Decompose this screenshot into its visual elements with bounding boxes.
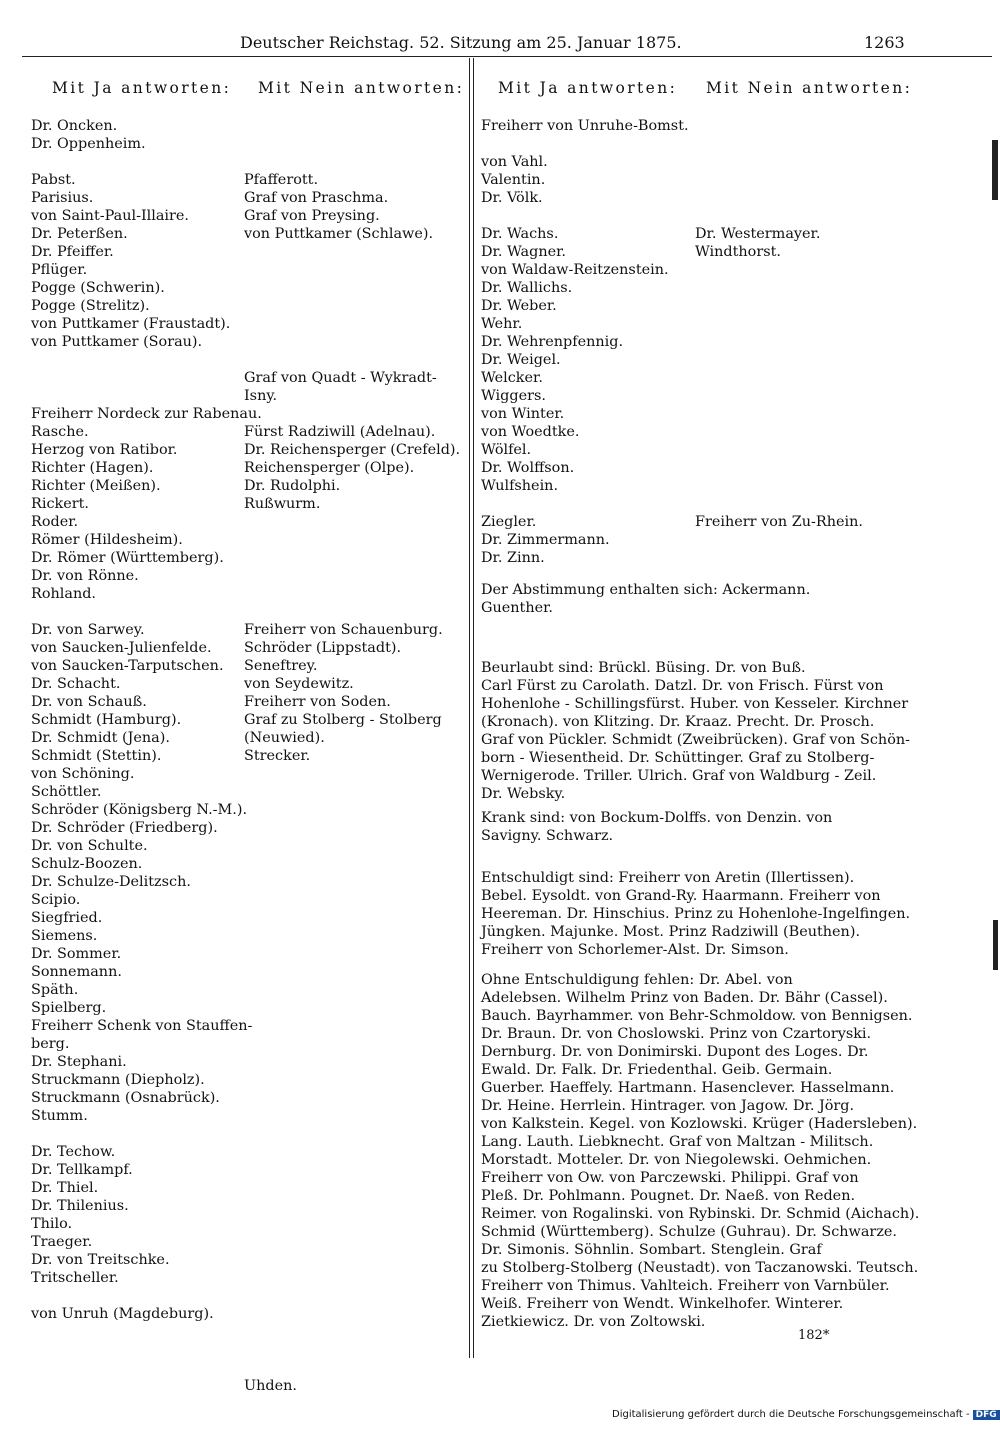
name-entry: Dr. von Rönne.	[31, 568, 139, 584]
spacer	[695, 459, 863, 477]
name-entry: Scipio.	[31, 892, 81, 908]
name-entry: Dr. Sommer.	[31, 946, 122, 962]
spacer	[244, 945, 460, 963]
name-entry: von Unruh (Magdeburg).	[31, 1306, 214, 1322]
name-entry: Dr. Stephani.	[31, 1054, 127, 1070]
name-entry: Graf von Preysing.	[244, 208, 380, 224]
name-entry: Schmidt (Stettin).	[31, 748, 162, 764]
paragraph-line: Guenther.	[481, 600, 553, 616]
paragraph-line: born - Wiesentheid. Dr. Schüttinger. Graf zu Stolberg-	[481, 750, 875, 766]
name-entry: Dr. Tellkampf.	[31, 1162, 133, 1178]
name-entry: Rohland.	[31, 586, 97, 602]
signature-mark: 182*	[798, 1328, 830, 1343]
spacer	[695, 279, 863, 297]
spacer	[695, 477, 863, 495]
name-entry: Schmidt (Hamburg).	[31, 712, 182, 728]
name-entry: Dr. Oncken.	[31, 118, 118, 134]
paragraph-line: von Kalkstein. Kegel. von Kozlowski. Krüger (Hadersleben).	[481, 1116, 918, 1132]
name-entry: von Schöning.	[31, 766, 135, 782]
name-entry: Wehr.	[481, 316, 523, 332]
spacer	[244, 1089, 460, 1107]
name-entry: Struckmann (Diepholz).	[31, 1072, 205, 1088]
name-entry: Schröder (Lippstadt).	[244, 640, 402, 656]
paragraph-abstention	[481, 581, 913, 617]
name-entry: Dr. von Treitschke.	[31, 1252, 170, 1268]
name-entry: Fürst Radziwill (Adelnau).	[244, 424, 436, 440]
page-number: 1263	[864, 33, 905, 52]
name-entry: Welcker.	[481, 370, 543, 386]
spacer	[695, 315, 863, 333]
name-entry: berg.	[31, 1036, 70, 1052]
name-entry: von Puttkamer (Fraustadt).	[31, 316, 231, 332]
name-entry: Siegfried.	[31, 910, 103, 926]
spacer	[695, 441, 863, 459]
name-entry: Pabst.	[31, 172, 76, 188]
heading-ja-right: Mit Ja antworten:	[498, 79, 678, 97]
name-entry: Spielberg.	[31, 1000, 107, 1016]
spacer	[244, 963, 460, 981]
name-entry: Thilo.	[31, 1216, 73, 1232]
name-entry: Dr. Thiel.	[31, 1180, 99, 1196]
name-entry: Windthorst.	[695, 244, 781, 260]
spacer	[31, 1125, 262, 1143]
spacer	[244, 1071, 460, 1089]
spacer	[244, 1341, 460, 1359]
spacer	[244, 531, 460, 549]
paragraph-line: Krank sind: von Bockum-Dolffs. von Denzin. von	[481, 810, 833, 826]
name-entry: Dr. Reichensperger (Crefeld).	[244, 442, 461, 458]
spacer	[695, 387, 863, 405]
name-entry: Dr. Völk.	[481, 190, 543, 206]
footer-text: Digitalisierung gefördert durch die Deutsche Forschungsgemeinschaft -	[612, 1409, 970, 1420]
paragraph-line: Carl Fürst zu Carolath. Datzl. Dr. von Frisch. Fürst von	[481, 678, 884, 694]
name-entry: von Waldaw-Reitzenstein.	[481, 262, 669, 278]
paragraph-sick	[481, 809, 913, 845]
paragraph-excused	[481, 869, 913, 959]
name-entry: Dr. Zinn.	[481, 550, 545, 566]
name-entry: Dr. Schacht.	[31, 676, 121, 692]
name-entry: Tritscheller.	[31, 1270, 119, 1286]
paragraph-line: Freiherr von Thimus. Vahlteich. Freiherr von Varnbüler.	[481, 1278, 890, 1294]
paragraph-line: Dr. Simonis. Söhnlin. Sombart. Stenglein. Graf	[481, 1242, 822, 1258]
spacer	[244, 1017, 460, 1035]
paragraph-line: Wernigerode. Triller. Ulrich. Graf von Waldburg - Zeil.	[481, 768, 877, 784]
name-entry: von Woedtke.	[481, 424, 580, 440]
header-rule	[22, 56, 992, 57]
spacer	[695, 333, 863, 351]
spacer	[244, 1197, 460, 1215]
spacer	[695, 261, 863, 279]
name-entry: Herzog von Ratibor.	[31, 442, 178, 458]
name-entry: Freiherr von Schauenburg.	[244, 622, 443, 638]
spacer	[244, 1323, 460, 1341]
paragraph-line: Reimer. von Rogalinski. von Rybinski. Dr. Schmid (Aichach).	[481, 1206, 920, 1222]
spacer	[31, 1287, 262, 1305]
paragraph-line: Pleß. Dr. Pohlmann. Pougnet. Dr. Naeß. von Reden.	[481, 1188, 856, 1204]
name-entry: von Saucken-Julienfelde.	[31, 640, 212, 656]
name-entry: Freiherr Nordeck zur Rabenau.	[31, 406, 262, 422]
name-entry: Schöttler.	[31, 784, 102, 800]
spacer	[244, 513, 460, 531]
paragraph-line: Savigny. Schwarz.	[481, 828, 614, 844]
spacer	[31, 351, 262, 369]
name-entry: Stumm.	[31, 1108, 88, 1124]
spacer	[31, 387, 262, 405]
heading-nein-left: Mit Nein antworten:	[258, 79, 465, 97]
name-entry: Dr. Techow.	[31, 1144, 116, 1160]
name-entry: Dr. Rudolphi.	[244, 478, 341, 494]
name-entry: Reichensperger (Olpe).	[244, 460, 415, 476]
spacer	[244, 315, 460, 333]
spacer	[695, 153, 863, 171]
name-entry: Parisius.	[31, 190, 94, 206]
paragraph-absent-unexcused	[481, 971, 920, 1331]
paragraph-line: Ohne Entschuldigung fehlen: Dr. Abel. von	[481, 972, 793, 988]
name-entry: Valentin.	[481, 172, 546, 188]
column-divider-2	[473, 58, 474, 1358]
name-entry: Strecker.	[244, 748, 311, 764]
running-title: Deutscher Reichstag. 52. Sitzung am 25. Januar 1875.	[240, 33, 682, 52]
spacer	[244, 405, 460, 423]
name-entry: Pflüger.	[31, 262, 88, 278]
spacer	[244, 999, 460, 1017]
spacer	[695, 351, 863, 369]
name-entry: Graf zu Stolberg - Stolberg	[244, 712, 442, 728]
name-entry: Roder.	[31, 514, 79, 530]
name-entry: Rickert.	[31, 496, 89, 512]
name-entry: Sonnemann.	[31, 964, 122, 980]
paragraph-line: Der Abstimmung enthalten sich: Ackermann.	[481, 582, 811, 598]
name-entry: Dr. von Sarwey.	[31, 622, 145, 638]
paragraph-line: Adelebsen. Wilhelm Prinz von Baden. Dr. Bähr (Cassel).	[481, 990, 888, 1006]
spacer	[244, 909, 460, 927]
paragraph-line: Graf von Pückler. Schmidt (Zweibrücken). Graf von Schön-	[481, 732, 910, 748]
name-entry: Rasche.	[31, 424, 89, 440]
paragraph-line: Lang. Lauth. Liebknecht. Graf von Maltzan - Militsch.	[481, 1134, 874, 1150]
name-entry: Schulz-Boozen.	[31, 856, 143, 872]
spacer	[244, 585, 460, 603]
spacer	[244, 765, 460, 783]
name-entry: Pogge (Strelitz).	[31, 298, 150, 314]
spacer	[244, 837, 460, 855]
spacer	[244, 567, 460, 585]
spacer	[244, 801, 460, 819]
name-entry: Rußwurm.	[244, 496, 321, 512]
name-entry: Dr. von Schauß.	[31, 694, 147, 710]
name-entry: Dr. Peterßen.	[31, 226, 128, 242]
name-entry: Dr. Wallichs.	[481, 280, 573, 296]
name-entry: Traeger.	[31, 1234, 93, 1250]
name-entry: Freiherr Schenk von Stauffen-	[31, 1018, 253, 1034]
spacer	[695, 135, 863, 153]
spacer	[244, 603, 460, 621]
spacer	[695, 189, 863, 207]
spacer	[244, 153, 460, 171]
name-entry: (Neuwied).	[244, 730, 325, 746]
paragraph-line: Morstadt. Motteler. Dr. von Niegolewski. Oehmichen.	[481, 1152, 872, 1168]
paragraph-line: Dr. Heine. Herrlein. Hintrager. von Jagow. Dr. Jörg.	[481, 1098, 855, 1114]
name-entry: Dr. Wagner.	[481, 244, 566, 260]
name-entry: Dr. von Schulte.	[31, 838, 148, 854]
spacer	[244, 549, 460, 567]
paragraph-line: Entschuldigt sind: Freiherr von Aretin (Illertissen).	[481, 870, 855, 886]
spacer	[244, 243, 460, 261]
spacer	[695, 369, 863, 387]
name-entry: von Puttkamer (Sorau).	[31, 334, 203, 350]
name-entry: Freiherr von Soden.	[244, 694, 391, 710]
spacer	[244, 333, 460, 351]
name-entry: Dr. Schulze-Delitzsch.	[31, 874, 191, 890]
paragraph-line: Hohenlohe - Schillingsfürst. Huber. von Kesseler. Kirchner	[481, 696, 909, 712]
spacer	[695, 207, 863, 225]
name-entry: Dr. Weber.	[481, 298, 557, 314]
spacer	[31, 153, 262, 171]
spacer	[244, 351, 460, 369]
name-entry: Struckmann (Osnabrück).	[31, 1090, 220, 1106]
spacer	[31, 603, 262, 621]
paragraph-on-leave	[481, 659, 913, 803]
spacer	[695, 297, 863, 315]
paragraph-line: (Kronach). von Klitzing. Dr. Kraaz. Precht. Dr. Prosch.	[481, 714, 875, 730]
name-entry: Wölfel.	[481, 442, 532, 458]
paragraph-line: Zietkiewicz. Dr. von Zoltowski.	[481, 1314, 706, 1330]
name-entry: Uhden.	[244, 1378, 297, 1394]
spacer	[244, 117, 460, 135]
spacer	[244, 1125, 460, 1143]
paragraph-line: Schmid (Württemberg). Schulze (Guhrau). Dr. Schwarze.	[481, 1224, 897, 1240]
name-entry: Dr. Schröder (Friedberg).	[31, 820, 218, 836]
name-entry: Isny.	[244, 388, 278, 404]
spacer	[244, 1305, 460, 1323]
spacer	[244, 1053, 460, 1071]
spacer	[244, 783, 460, 801]
name-entry: Richter (Meißen).	[31, 478, 161, 494]
paragraph-line: Guerber. Haeffely. Hartmann. Hasenclever. Hasselmann.	[481, 1080, 895, 1096]
name-entry: Dr. Pfeiffer.	[31, 244, 114, 260]
spacer	[695, 405, 863, 423]
left-ja-list	[31, 117, 262, 1323]
paragraph-line: Dr. Braun. Dr. von Choslowski. Prinz von Czartoryski.	[481, 1026, 872, 1042]
paragraph-line: Dr. Websky.	[481, 786, 566, 802]
name-entry: Dr. Wehrenpfennig.	[481, 334, 624, 350]
name-entry: von Vahl.	[481, 154, 548, 170]
name-entry: Wiggers.	[481, 388, 546, 404]
name-entry: Siemens.	[31, 928, 98, 944]
spacer	[695, 423, 863, 441]
name-entry: Freiherr von Unruhe-Bomst.	[481, 118, 689, 134]
spacer	[244, 1035, 460, 1053]
paragraph-line: zu Stolberg-Stolberg (Neustadt). von Taczanowski. Teutsch.	[481, 1260, 919, 1276]
paragraph-line: Weiß. Freiherr von Wendt. Winkelhofer. Winterer.	[481, 1296, 844, 1312]
name-entry: Schröder (Königsberg N.-M.).	[31, 802, 248, 818]
spacer	[244, 1107, 460, 1125]
spacer	[244, 279, 460, 297]
spacer	[244, 261, 460, 279]
name-entry: Dr. Westermayer.	[695, 226, 821, 242]
digitization-footer	[612, 1409, 1000, 1420]
name-entry: Ziegler.	[481, 514, 537, 530]
spacer	[244, 819, 460, 837]
name-entry: Wulfshein.	[481, 478, 559, 494]
paragraph-line: Heereman. Dr. Hinschius. Prinz zu Hohenlohe-Ingelfingen.	[481, 906, 911, 922]
name-entry: Seneftrey.	[244, 658, 318, 674]
spacer	[31, 369, 262, 387]
spacer	[244, 1161, 460, 1179]
name-entry: Dr. Wolffson.	[481, 460, 575, 476]
scan-edge-mark	[992, 140, 998, 200]
name-entry: Römer (Hildesheim).	[31, 532, 183, 548]
spacer	[244, 873, 460, 891]
spacer	[695, 531, 863, 549]
paragraph-line: Beurlaubt sind: Brückl. Büsing. Dr. von Buß.	[481, 660, 806, 676]
paragraph-line: Freiherr von Ow. von Parczewski. Philippi. Graf von	[481, 1170, 859, 1186]
dfg-logo: DFG	[973, 1410, 1000, 1420]
name-entry: Dr. Wachs.	[481, 226, 559, 242]
name-entry: Graf von Praschma.	[244, 190, 389, 206]
name-entry: Späth.	[31, 982, 79, 998]
right-nein-list	[695, 117, 863, 567]
left-nein-list	[244, 117, 460, 1395]
heading-nein-right: Mit Nein antworten:	[706, 79, 913, 97]
paragraph-line: Bauch. Bayrhammer. von Behr-Schmoldow. von Bennigsen.	[481, 1008, 913, 1024]
paragraph-line: Jüngken. Majunke. Most. Prinz Radziwill (Beuthen).	[481, 924, 861, 940]
name-entry: Pogge (Schwerin).	[31, 280, 165, 296]
paragraph-line: Freiherr von Schorlemer-Alst. Dr. Simson.	[481, 942, 789, 958]
spacer	[244, 297, 460, 315]
heading-ja-left: Mit Ja antworten:	[52, 79, 232, 97]
name-entry: von Winter.	[481, 406, 565, 422]
name-entry: Dr. Weigel.	[481, 352, 561, 368]
spacer	[244, 981, 460, 999]
spacer	[481, 495, 689, 513]
spacer	[244, 1215, 460, 1233]
name-entry: Richter (Hagen).	[31, 460, 154, 476]
spacer	[244, 1287, 460, 1305]
name-entry: Graf von Quadt - Wykradt-	[244, 370, 437, 386]
spacer	[695, 495, 863, 513]
name-entry: Dr. Thilenius.	[31, 1198, 129, 1214]
spacer	[244, 1269, 460, 1287]
name-entry: Dr. Römer (Württemberg).	[31, 550, 224, 566]
scan-edge-mark-2	[993, 920, 998, 970]
spacer	[244, 1251, 460, 1269]
spacer	[244, 1359, 460, 1377]
spacer	[244, 855, 460, 873]
spacer	[244, 891, 460, 909]
spacer	[695, 171, 863, 189]
spacer	[695, 117, 863, 135]
name-entry: Freiherr von Zu-Rhein.	[695, 514, 863, 530]
name-entry: Dr. Zimmermann.	[481, 532, 610, 548]
name-entry: Dr. Oppenheim.	[31, 136, 146, 152]
name-entry: von Puttkamer (Schlawe).	[244, 226, 434, 242]
column-divider	[469, 58, 470, 1358]
spacer	[244, 1143, 460, 1161]
name-entry: von Seydewitz.	[244, 676, 354, 692]
paragraph-line: Dernburg. Dr. von Donimirski. Dupont des Loges. Dr.	[481, 1044, 869, 1060]
spacer	[481, 135, 689, 153]
paragraph-line: Bebel. Eysoldt. von Grand-Ry. Haarmann. Freiherr von	[481, 888, 881, 904]
spacer	[244, 1179, 460, 1197]
paragraph-line: Ewald. Dr. Falk. Dr. Friedenthal. Geib. Germain.	[481, 1062, 833, 1078]
right-ja-list	[481, 117, 689, 567]
name-entry: von Saucken-Tarputschen.	[31, 658, 224, 674]
spacer	[244, 1233, 460, 1251]
name-entry: von Saint-Paul-Illaire.	[31, 208, 189, 224]
spacer	[244, 135, 460, 153]
spacer	[244, 927, 460, 945]
spacer	[695, 549, 863, 567]
spacer	[481, 207, 689, 225]
name-entry: Pfafferott.	[244, 172, 319, 188]
name-entry: Dr. Schmidt (Jena).	[31, 730, 170, 746]
